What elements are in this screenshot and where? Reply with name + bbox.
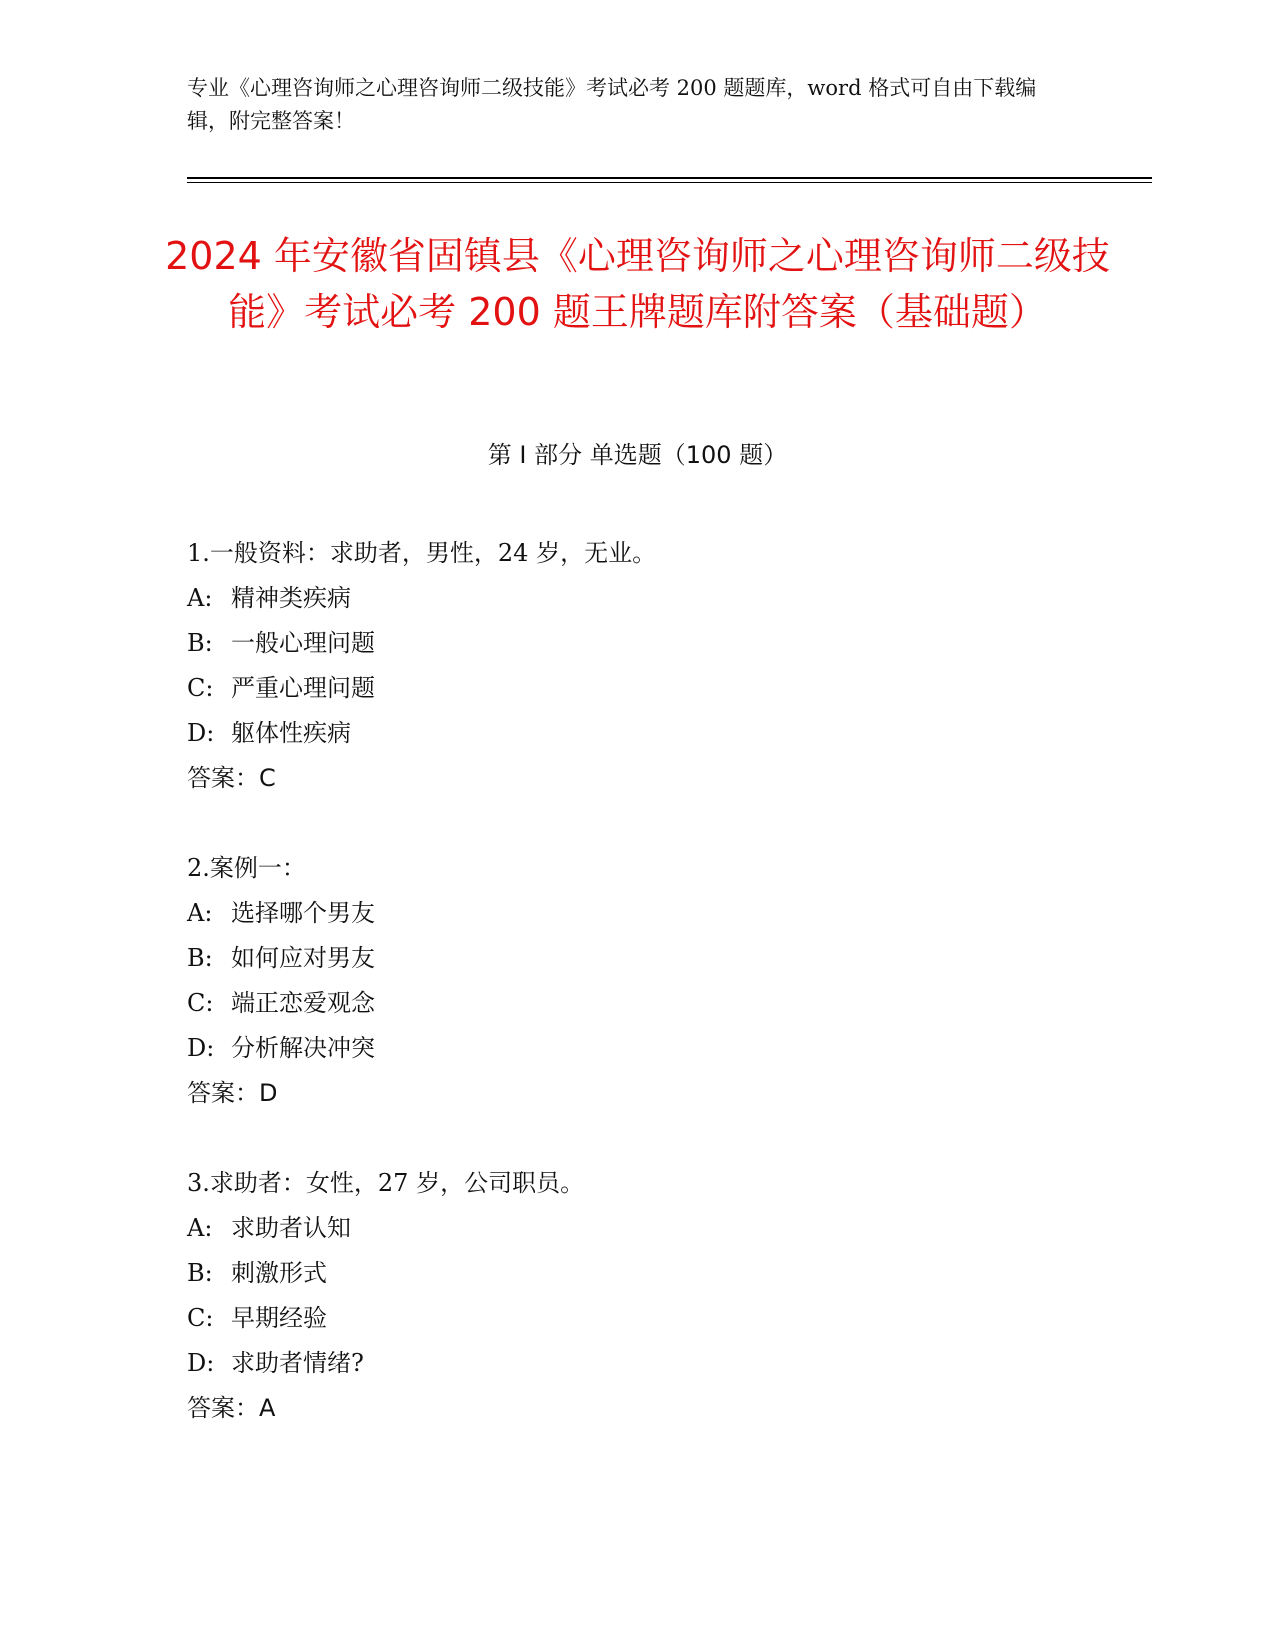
answer-label: 答案： <box>187 1394 259 1422</box>
option-text: 端正恋爱观念 <box>231 989 375 1017</box>
option-key: D: <box>187 719 215 747</box>
answer-value: A <box>259 1394 276 1422</box>
option-key: D: <box>187 1349 215 1377</box>
option-text: 分析解决冲突 <box>231 1034 375 1062</box>
option-d <box>187 1026 1147 1071</box>
section-title: 第 I 部分 单选题（100 题） <box>487 441 788 469</box>
header-divider-thick <box>187 177 1152 179</box>
option-text: 如何应对男友 <box>231 944 375 972</box>
option-b <box>187 621 1147 666</box>
option-text: 躯体性疾病 <box>231 719 351 747</box>
option-key: C: <box>187 674 214 702</box>
option-b <box>187 936 1147 981</box>
option-text: 求助者认知 <box>231 1214 351 1242</box>
question-list <box>187 531 1147 1476</box>
answer-line <box>187 756 1147 801</box>
option-text: 严重心理问题 <box>231 674 375 702</box>
option-a <box>187 576 1147 621</box>
option-key: D: <box>187 1034 215 1062</box>
option-key: B: <box>187 629 213 657</box>
question-stem: 2.案例一： <box>187 854 306 882</box>
answer-line <box>187 1386 1147 1431</box>
header-note: 专业《心理咨询师之心理咨询师二级技能》考试必考 200 题题库，word 格式可自由下载编辑，附完整答案！ <box>187 76 1037 133</box>
option-text: 选择哪个男友 <box>231 899 375 927</box>
option-text: 一般心理问题 <box>231 629 375 657</box>
question-stem: 1.一般资料：求助者，男性，24 岁，无业。 <box>187 539 657 567</box>
option-b <box>187 1251 1147 1296</box>
option-text: 精神类疾病 <box>231 584 351 612</box>
answer-label: 答案： <box>187 764 259 792</box>
option-key: C: <box>187 1304 214 1332</box>
option-key: A: <box>187 584 213 612</box>
answer-value: D <box>259 1079 278 1107</box>
option-c <box>187 1296 1147 1341</box>
option-a <box>187 891 1147 936</box>
option-d <box>187 711 1147 756</box>
answer-label: 答案： <box>187 1079 259 1107</box>
option-key: B: <box>187 1259 213 1287</box>
option-d <box>187 1341 1147 1386</box>
header-divider-thin <box>187 182 1152 183</box>
option-text: 求助者情绪? <box>231 1349 364 1377</box>
option-c <box>187 666 1147 711</box>
question-1 <box>187 531 1147 801</box>
question-stem: 3.求助者：女性，27 岁，公司职员。 <box>187 1169 585 1197</box>
option-text: 刺激形式 <box>231 1259 327 1287</box>
option-key: C: <box>187 989 214 1017</box>
option-key: B: <box>187 944 213 972</box>
option-a <box>187 1206 1147 1251</box>
option-text: 早期经验 <box>231 1304 327 1332</box>
answer-value: C <box>259 764 276 792</box>
question-3 <box>187 1161 1147 1431</box>
question-2 <box>187 846 1147 1116</box>
answer-line <box>187 1071 1147 1116</box>
option-key: A: <box>187 1214 213 1242</box>
option-key: A: <box>187 899 213 927</box>
document-title: 2024 年安徽省固镇县《心理咨询师之心理咨询师二级技能》考试必考 200 题王牌题库附答案（基础题） <box>165 234 1110 334</box>
option-c <box>187 981 1147 1026</box>
